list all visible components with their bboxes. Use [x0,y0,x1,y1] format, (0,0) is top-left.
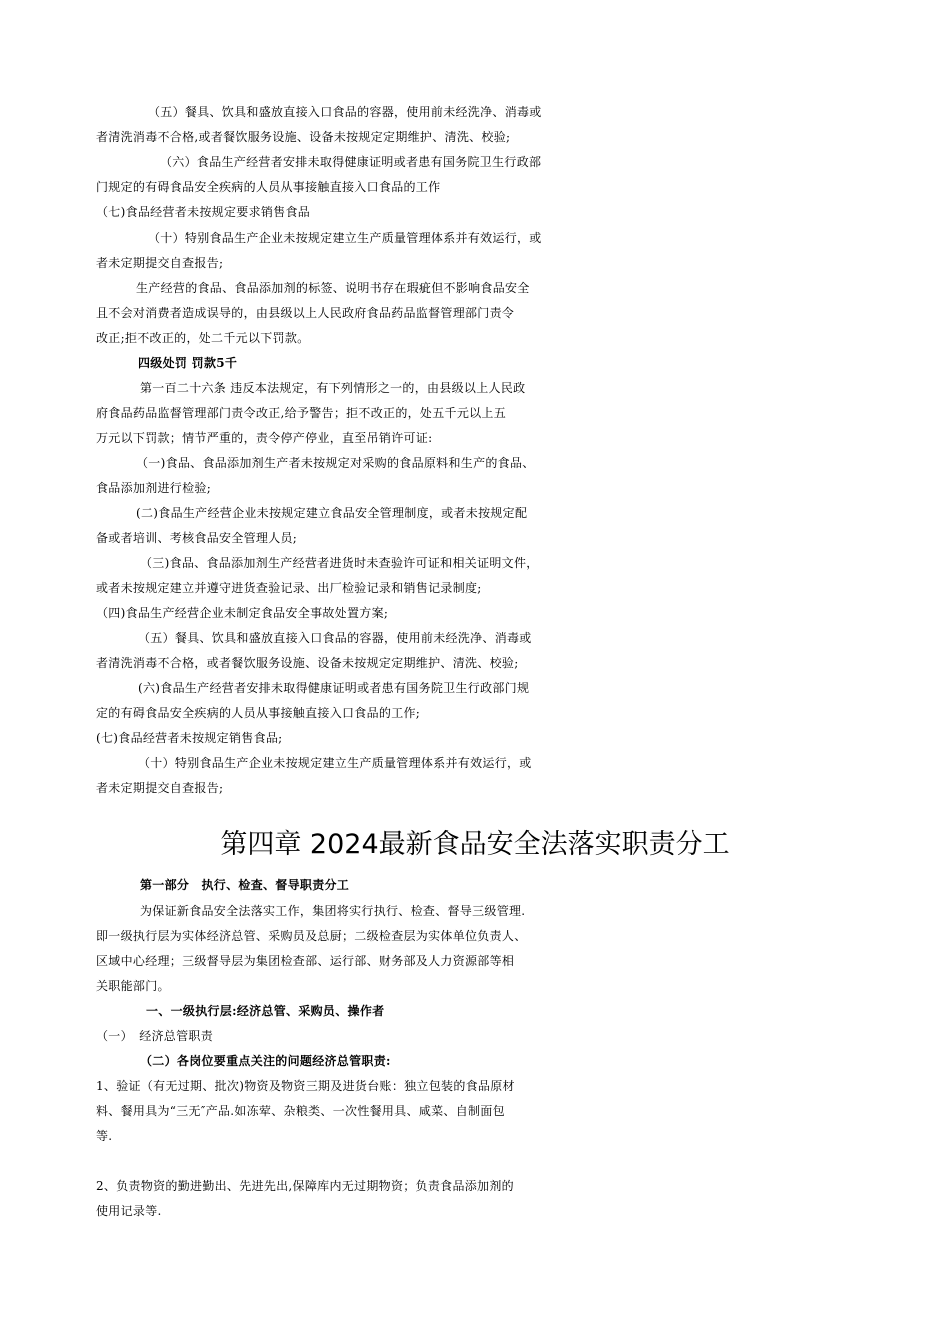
text-line: 使用记录等. [96,1204,162,1218]
text-line: （五）餐具、饮具和盛放直接入口食品的容器，使用前未经洗净、消毒或 [148,105,542,119]
text-line: 1、验证（有无过期、批次)物资及物资三期及进货台账：独立包装的食品原材 [96,1079,515,1093]
text-line: 即一级执行层为实体经济总管、采购员及总厨；二级检查层为实体单位负责人、 [96,929,527,943]
section-heading: 四级处罚 罚款5千 [138,356,238,370]
text-line: 食品添加剂进行检验; [96,481,212,495]
text-line: （十）特别食品生产企业未按规定建立生产质量管理体系并有效运行，或 [148,231,542,245]
text-line: (二)食品生产经营企业未按规定建立食品安全管理制度，或者未按规定配 [136,506,528,520]
text-line: 备或者培训、考核食品安全管理人员; [96,531,298,545]
chapter-title: 第四章 2024最新食品安全法落实职责分工 [220,829,730,860]
text-line: 门规定的有碍食品安全疾病的人员从事接触直接入口食品的工作 [96,180,441,194]
text-line: （五）餐具、饮具和盛放直接入口食品的容器，使用前未经洗净、消毒或 [138,631,532,645]
text-line: 区域中心经理；三级督导层为集团检查部、运行部、财务部及人力资源部等相 [96,954,515,968]
text-line: 且不会对消费者造成误导的，由县级以上人民政府食品药品监督管理部门责令 [96,306,515,320]
text-line: （三)食品、食品添加剂生产经营者进货时未查验许可证和相关证明文件， [140,556,539,570]
text-line: （七)食品经营者未按规定要求销售食品 [96,205,311,219]
text-line: 万元以下罚款；情节严重的，责令停产停业，直至吊销许可证: [96,431,433,445]
text-line: 府食品药品监督管理部门责令改正,给予警告；拒不改正的，处五千元以上五 [96,406,507,420]
text-line: （一） 经济总管职责 [96,1029,214,1043]
section-heading: 第一部分 执行、检查、督导职责分工 [140,878,350,892]
section-heading: 一、一级执行层:经济总管、采购员、操作者 [146,1004,385,1018]
text-line: 为保证新食品安全法落实工作，集团将实行执行、检查、督导三级管理. [140,904,526,918]
text-line: （六）食品生产经营者安排未取得健康证明或者患有国务院卫生行政部 [160,155,542,169]
text-line: （四)食品生产经营企业未制定食品安全事故处置方案; [96,606,389,620]
text-line: 第一百二十六条 违反本法规定，有下列情形之一的，由县级以上人民政 [140,381,526,395]
text-line: 者未定期提交自查报告; [96,256,224,270]
text-line: 2、负责物资的勤进勤出、先进先出,保障库内无过期物资；负责食品添加剂的 [96,1179,514,1193]
text-line: (七)食品经营者未按规定销售食品; [96,731,283,745]
text-line: （十）特别食品生产企业未按规定建立生产质量管理体系并有效运行，或 [138,756,532,770]
text-line: 者清洗消毒不合格,或者餐饮服务设施、设备未按规定定期维护、清洗、校验; [96,130,511,144]
text-line: （一)食品、食品添加剂生产者未按规定对采购的食品原料和生产的食品、 [136,456,535,470]
text-line: 改正;拒不改正的，处二千元以下罚款。 [96,331,310,345]
text-line: (六)食品生产经营者安排未取得健康证明或者患有国务院卫生行政部门规 [138,681,530,695]
text-line: 生产经营的食品、食品添加剂的标签、说明书存在瑕疵但不影响食品安全 [136,281,530,295]
text-line: 或者未按规定建立并遵守进货查验记录、出厂检验记录和销售记录制度; [96,581,482,595]
text-line: 者清洗消毒不合格，或者餐饮服务设施、设备未按规定定期维护、清洗、校验; [96,656,519,670]
text-line: 者未定期提交自查报告; [96,781,224,795]
text-line: 等. [96,1129,113,1143]
section-heading: （二）各岗位要重点关注的问题经济总管职责: [140,1054,391,1068]
text-line: 定的有碍食品安全疾病的人员从事接触直接入口食品的工作; [96,706,421,720]
text-line: 关职能部门。 [96,979,170,993]
text-line: 料、餐用具为“三无″产品.如冻荤、杂粮类、一次性餐用具、咸菜、自制面包 [96,1104,505,1118]
